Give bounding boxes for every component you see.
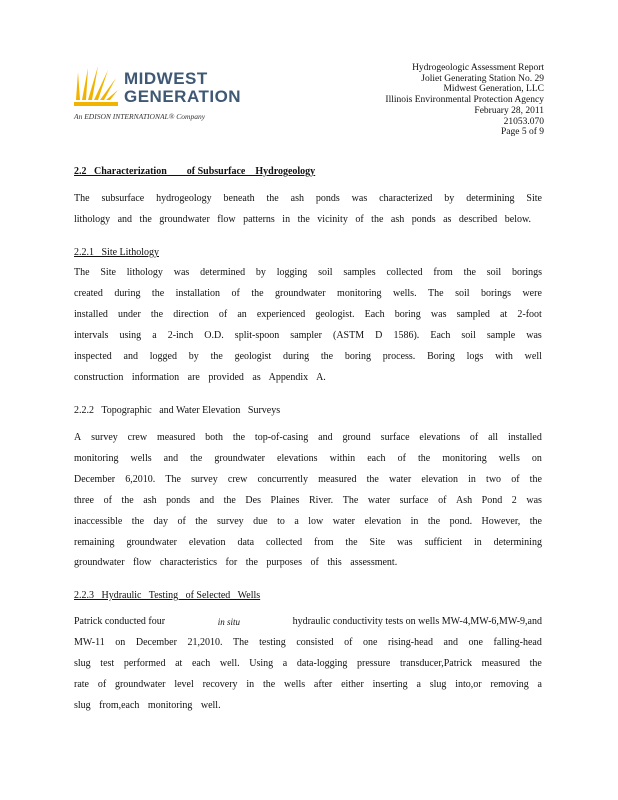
word: ponds (315, 193, 340, 204)
section-heading-2-2-2: 2.2.2 Topographic and Water Elevation Surveys (74, 405, 281, 416)
word: soil (455, 287, 470, 299)
word: was (351, 193, 368, 204)
word: crew (127, 432, 148, 443)
word: the (121, 494, 134, 506)
word: Boring (427, 350, 455, 362)
word: in (246, 678, 255, 690)
word: in (468, 473, 476, 485)
word: logging (276, 267, 308, 278)
word: ponds (166, 494, 191, 506)
word: from (314, 536, 334, 548)
word: and (443, 636, 458, 648)
word: Site (526, 193, 542, 204)
paragraph-line: slug from,each monitoring well. (74, 699, 221, 711)
word: the (320, 350, 334, 362)
word: 2-inch (167, 329, 194, 341)
word: measured (156, 432, 196, 443)
word: performed (123, 657, 166, 669)
word: elevations (277, 452, 318, 464)
word: 1586). (393, 329, 420, 341)
paragraph-line (74, 612, 542, 633)
paragraph-line (74, 189, 542, 210)
word: day (153, 515, 168, 527)
word: at (500, 308, 508, 320)
word: rising-head (388, 636, 433, 648)
word: inserting (372, 678, 408, 690)
italic-term: in situ (217, 617, 240, 627)
word: wells (130, 452, 152, 464)
paragraph-line (74, 675, 542, 696)
paragraph-line: lithology and the groundwater flow patterns in the vicinity of the ash ponds as described below. (74, 213, 532, 225)
word: the (223, 494, 236, 506)
word: into,or (455, 678, 482, 690)
word: all (488, 432, 499, 443)
paragraph-line (74, 347, 542, 368)
paragraph-line: construction information are provided as Appendix A. (74, 371, 326, 383)
word: Each (364, 308, 385, 320)
word: was (526, 329, 542, 341)
word: of (97, 678, 107, 690)
word: sufficient (424, 536, 463, 548)
word: wells. (392, 287, 417, 299)
word: water (388, 473, 412, 485)
word: elevation (364, 515, 402, 527)
paragraph-line (74, 428, 542, 449)
word: the (150, 308, 164, 320)
word: water (332, 515, 355, 527)
word: lithology (126, 267, 163, 278)
section-2-2-2-body (74, 428, 542, 574)
section-heading-2-2: 2.2 Characterization of Subsurface Hydrogeology (74, 166, 316, 177)
word: MW-11 (74, 636, 105, 648)
word: 21,2010. (187, 636, 223, 648)
word: installed (74, 308, 108, 320)
word: sampled (456, 308, 490, 320)
word: characterized (379, 193, 433, 204)
word: of (218, 308, 228, 320)
word: The (74, 267, 90, 278)
word: soil (486, 267, 502, 278)
word: on (531, 452, 542, 464)
word: during (114, 287, 141, 299)
word: groundwater (126, 536, 177, 548)
word: sampler (290, 329, 322, 341)
word: samples (343, 267, 376, 278)
word: an (237, 308, 247, 320)
word: data (237, 536, 255, 548)
word: The (428, 287, 444, 299)
word: surface (380, 432, 410, 443)
word: O.D. (204, 329, 224, 341)
company-name: Midwest Generation, LLC (443, 84, 544, 95)
section-2-2-1-body (74, 263, 542, 388)
word: each (191, 657, 211, 669)
word: process. (382, 350, 416, 362)
word: the (131, 515, 145, 527)
word: pond. (449, 515, 473, 527)
word: 6,2010. (125, 473, 156, 485)
page-number: Page 5 of 9 (500, 127, 544, 138)
word: the (266, 193, 279, 204)
paragraph-line (74, 326, 542, 347)
word: ash (290, 193, 304, 204)
word: survey (191, 473, 218, 485)
logo-word-generation: GENERATION (124, 87, 242, 106)
word: the (529, 473, 542, 485)
word: survey (91, 432, 118, 443)
word: soil (318, 267, 333, 278)
word: intervals (74, 329, 109, 341)
word: remaining (74, 536, 115, 548)
word: logged (149, 350, 177, 362)
word: a (282, 657, 288, 669)
word: water (367, 494, 391, 506)
word: was (173, 267, 190, 278)
word: in (410, 515, 419, 527)
word: installed (507, 432, 542, 443)
word: due (253, 515, 268, 527)
word: rate (74, 678, 89, 690)
word: elevation (421, 473, 458, 485)
word: the (529, 515, 542, 527)
word: collected (266, 536, 303, 548)
word: Ash (455, 494, 473, 506)
word: the (190, 452, 203, 464)
word: groundwater (114, 678, 166, 690)
word: by (444, 193, 455, 204)
word: in (473, 536, 482, 548)
word: after (313, 678, 333, 690)
word: within (329, 452, 356, 464)
section-heading-2-2-3: 2.2.3 Hydraulic Testing of Selected Wells (74, 590, 261, 601)
word: slug (74, 657, 91, 669)
word: of (469, 432, 479, 443)
word: determining (466, 193, 515, 204)
paragraph-line (74, 533, 542, 554)
word: crew (227, 473, 248, 485)
paragraph-line (74, 284, 542, 305)
word: subsurface (101, 193, 145, 204)
word: consisted (296, 636, 334, 648)
section-2-2-body (74, 189, 542, 231)
word: was (430, 308, 447, 320)
word: ground (342, 432, 371, 443)
paragraph-line (74, 470, 542, 491)
paragraph-line: groundwater flow characteristics for the purposes of this assessment. (74, 557, 398, 569)
report-header (385, 63, 544, 138)
word: Site (100, 267, 116, 278)
word: test (100, 657, 115, 669)
word: The (74, 193, 90, 204)
word: either (341, 678, 364, 690)
word: Des (245, 494, 261, 506)
word: by (188, 350, 199, 362)
word: by (255, 267, 266, 278)
word: of (397, 452, 406, 464)
word: the (463, 267, 476, 278)
company-logo (74, 64, 244, 126)
agency-name: Illinois Environmental Protection Agency (385, 95, 544, 106)
word: determined (200, 267, 246, 278)
word: ash (143, 494, 157, 506)
word: one (468, 636, 483, 648)
paragraph-line (74, 512, 542, 533)
word: each (367, 452, 386, 464)
word: a (152, 329, 157, 341)
word: the (366, 473, 379, 485)
word: a (537, 678, 542, 690)
word: groundwater (214, 452, 265, 464)
word: slug (429, 678, 447, 690)
word: December (135, 636, 177, 648)
word: the (427, 515, 441, 527)
word: logs (466, 350, 484, 362)
word: beneath (223, 193, 255, 204)
word: installation (175, 287, 221, 299)
word: monitoring (442, 452, 487, 464)
word: during (283, 350, 310, 362)
report-date: February 28, 2011 (474, 105, 544, 116)
line-segment: hydraulic conductivity tests on wells MW-4,MW-6,MW-9,and (292, 616, 542, 627)
word: from (433, 267, 453, 278)
section-2-2-3-body (74, 612, 542, 717)
word: experienced (256, 308, 306, 320)
word: of (231, 287, 240, 299)
word: measured (481, 657, 520, 669)
word: Using (249, 657, 274, 669)
word: the (151, 287, 165, 299)
word: The (342, 494, 359, 506)
logo-word-midwest: MIDWEST (124, 69, 208, 88)
word: wells (498, 452, 520, 464)
paragraph-line (74, 491, 542, 512)
word: boring (344, 350, 372, 362)
word: survey (216, 515, 244, 527)
word: created (74, 287, 103, 299)
word: (ASTM (333, 329, 365, 341)
paragraph-line (74, 305, 542, 326)
word: the (529, 657, 542, 669)
word: D (375, 329, 383, 341)
word: monitoring (337, 287, 382, 299)
word: removing (490, 678, 529, 690)
word: geologist. (315, 308, 355, 320)
word: both (205, 432, 223, 443)
word: However, (481, 515, 521, 527)
word: 2 (511, 494, 517, 506)
word: the (210, 350, 223, 362)
word: data-logging (296, 657, 348, 669)
word: determining (493, 536, 542, 548)
word: pressure (357, 657, 391, 669)
word: one (363, 636, 378, 648)
word: of (103, 494, 112, 506)
word: monitoring (74, 452, 119, 464)
word: and (163, 452, 179, 464)
word: at (175, 657, 183, 669)
word: well (524, 350, 542, 362)
paragraph-line (74, 263, 542, 284)
word: groundwater (275, 287, 326, 299)
paragraph-line (74, 449, 542, 470)
word: Each (430, 329, 451, 341)
word: were (522, 287, 542, 299)
sunburst-logo-icon (74, 66, 118, 106)
word: 2-foot (517, 308, 542, 320)
word: Pond (481, 494, 503, 506)
word: low (308, 515, 324, 527)
word: of (511, 473, 520, 485)
word: wells (284, 678, 306, 690)
word: to (277, 515, 285, 527)
word: hydrogeology (156, 193, 212, 204)
word: three (74, 494, 94, 506)
word: the (195, 515, 208, 527)
word: The (233, 636, 249, 648)
line-segment: Patrick conducted four (74, 616, 166, 627)
word: the (417, 452, 431, 464)
word: December (74, 473, 116, 485)
word: level (174, 678, 194, 690)
word: Plaines (270, 494, 300, 506)
word: borings (480, 287, 511, 299)
section-heading-2-2-1: 2.2.1 Site Lithology (74, 247, 159, 258)
word: a (416, 678, 421, 690)
word: collected (386, 267, 423, 278)
word: was (526, 494, 542, 506)
word: boring (394, 308, 421, 320)
word: borings (512, 267, 542, 278)
paragraph-line (74, 633, 542, 654)
word: surface (399, 494, 429, 506)
word: a (294, 515, 299, 527)
word: and (199, 494, 215, 506)
word: concurrently (257, 473, 308, 485)
word: the (262, 678, 276, 690)
project-number: 21053.070 (503, 116, 544, 127)
word: inaccessible (74, 515, 123, 527)
word: River. (309, 494, 334, 506)
word: elevation (188, 536, 226, 548)
word: the (345, 536, 358, 548)
word: split-spoon (234, 329, 280, 341)
word: testing (259, 636, 286, 648)
word: on (115, 636, 126, 648)
word: the (251, 287, 264, 299)
word: direction (173, 308, 209, 320)
station-name: Joliet Generating Station No. 29 (421, 73, 544, 84)
word: of (438, 494, 447, 506)
word: and (123, 350, 138, 362)
word: two (486, 473, 502, 485)
word: the (232, 432, 246, 443)
word: geologist (234, 350, 272, 362)
logo-tagline: An EDISON INTERNATIONAL® Company (74, 112, 206, 121)
word: under (118, 308, 141, 320)
word: falling-head (493, 636, 542, 648)
word: top-of-casing (254, 432, 309, 443)
word: recovery (202, 678, 238, 690)
word: with (495, 350, 513, 362)
word: using (119, 329, 142, 341)
word: inspected (74, 350, 112, 362)
word: well. (219, 657, 240, 669)
word: sample (486, 329, 516, 341)
report-title: Hydrogeologic Assessment Report (412, 63, 544, 73)
paragraph-line (74, 654, 542, 675)
word: A (74, 432, 82, 443)
word: elevations (419, 432, 460, 443)
word: Site (369, 536, 386, 548)
word: was (396, 536, 413, 548)
word: The (165, 473, 181, 485)
word: of (177, 515, 186, 527)
word: and (318, 432, 333, 443)
word: soil (461, 329, 476, 341)
word: transducer,Patrick (399, 657, 473, 669)
word: measured (318, 473, 357, 485)
word: of (344, 636, 353, 648)
